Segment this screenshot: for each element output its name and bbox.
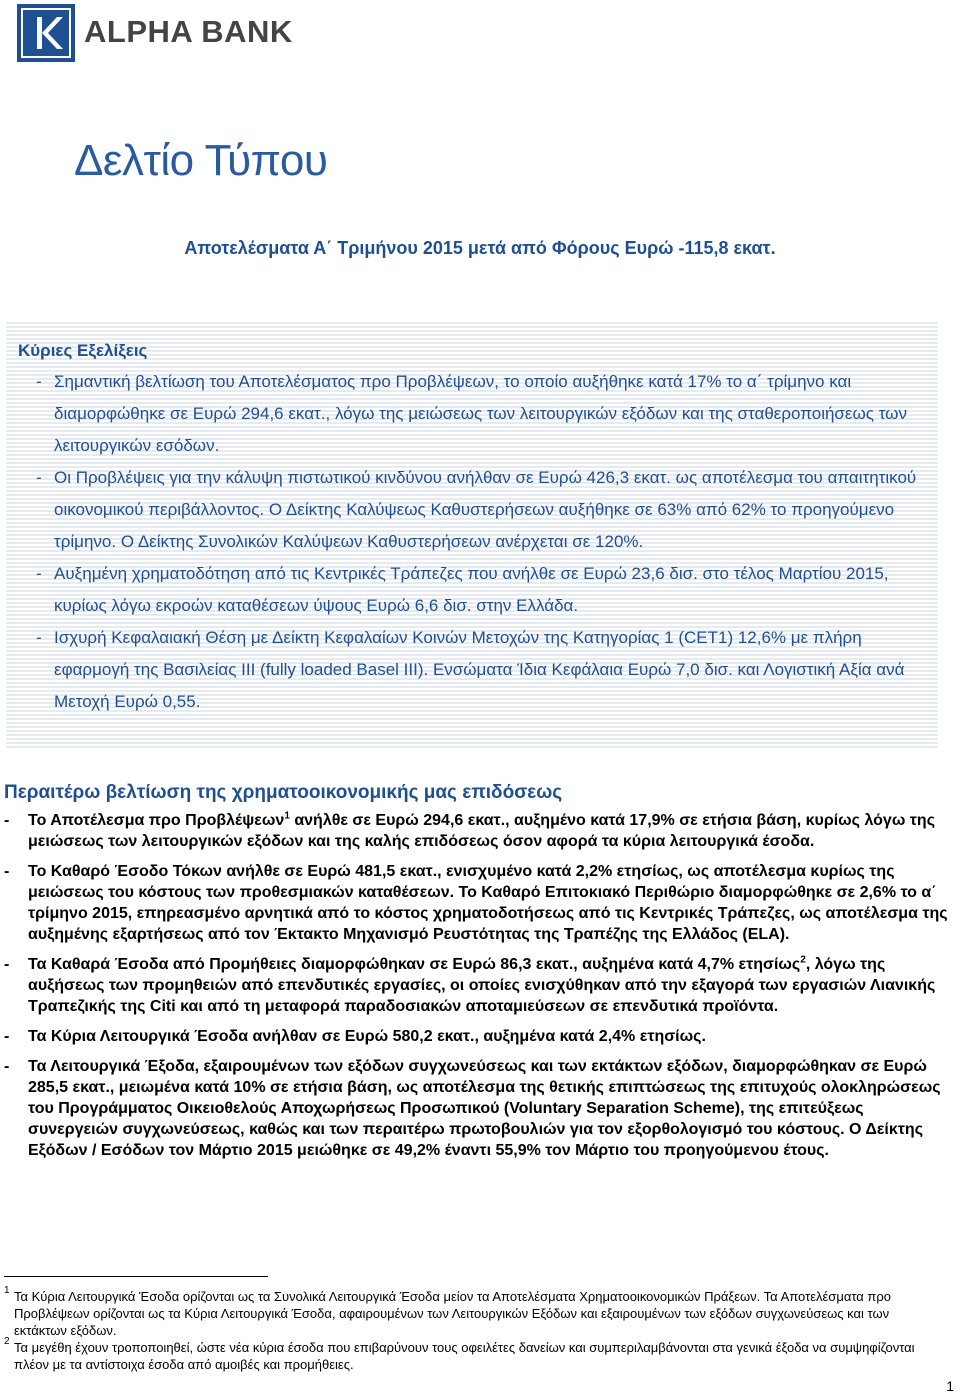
list-item: - Τα Κύρια Λειτουργικά Έσοδα ανήλθαν σε Ευρώ 580,2 εκατ., αυξημένα κατά 2,4% ετησίως. — [4, 1028, 706, 1045]
list-item: - Ισχυρή Κεφαλαιακή Θέση με Δείκτη Κεφαλαίων Κοινών Μετοχών της Κατηγορίας 1 (CET1) 12,6% με πλήρη εφαρμογή της Βασιλείας ΙΙΙ (fully loaded Basel III). Ενσώματα Ίδια Κεφάλαια Ευρώ 7,0 δισ. και Λογιστική Αξία ανά Μετοχή Ευρώ 0,55. — [36, 628, 905, 711]
document-subtitle: Αποτελέσματα Α΄ Τριμήνου 2015 μετά από Φόρους Ευρώ -115,8 εκατ. — [184, 238, 776, 258]
list-item: - Τα Λειτουργικά Έξοδα, εξαιρουμένων των εξόδων συγχωνεύσεως και των εκτάκτων εξόδων, διαμορφώθηκαν σε Ευρώ 285,5 εκατ., μειωμένα κατά 10% σε ετήσια βάση, ως αποτέλεσμα της θετικής επιπτώσεως της επιτυχούς ολοκληρώσεως του Προγράμματος Οικειοθελούς Αποχωρήσεως Προσωπικού (Voluntary Separation Scheme), της επιτεύξεως συνεργειών συγχωνεύσεως, καθώς και των περαιτέρω πρωτοβουλιών για τον εξορθολογισμό του κόστους. Ο Δείκτης Εξόδων / Εσόδων τον Μάρτιο 2015 μειώθηκε σε 49,2% έναντι 55,9% τον Μάρτιο του προηγούμενου έτους. — [4, 1058, 941, 1159]
highlights-heading: Κύριες Εξελίξεις — [18, 341, 148, 360]
bank-logo-mark — [17, 4, 75, 62]
list-item: - Το Καθαρό Έσοδο Τόκων ανήλθε σε Ευρώ 481,5 εκατ., ενισχυμένο κατά 2,2% ετησίως, ως αποτέλεσμα κυρίως της μειώσεως του κόστους των προθεσμιακών καταθέσεων. Το Καθαρό Επιτοκιακό Περιθώριο διαμορφώθηκε σε 2,6% το α΄ τρίμηνο 2015, επηρεασμένο αρνητικά από το κόστος χρηματοδοτήσεως από τις Κεντρικές Τράπεζες, ως αποτέλεσμα της αυξημένης εξαρτήσεως από τον Έκτακτο Μηχανισμό Ρευστότητας της Τραπέζης της Ελλάδος (ELA). — [4, 863, 948, 943]
list-item: - Το Αποτέλεσμα προ Προβλέψεων$^1$ ανήλθε σε Ευρώ 294,6 εκατ., αυξημένο κατά 17,9% σε ετήσια βάση, κυρίως λόγω της μειώσεως των λειτουργικών εξόδων και της καλής επιδόσεως όσον αφορά τα κύρια λειτουργικά έσοδα. — [4, 810, 936, 850]
list-item: - Οι Προβλέψεις για την κάλυψη πιστωτικού κινδύνου ανήλθαν σε Ευρώ 426,3 εκατ. ως αποτέλεσμα του απαιτητικού οικονομικού περιβάλλοντος. Ο Δείκτης Καλύψεως Καθυστερήσεων αυξήθηκε σε 63% από 62% το προηγούμενο τρίμηνο. Ο Δείκτης Συνολικών Καλύψεων Καθυστερήσεων ανέρχεται σε 120%. — [36, 468, 917, 551]
bank-name: ALPHA BANK — [84, 14, 293, 49]
footnote-divider — [4, 1276, 268, 1277]
page-number: 1 — [946, 1378, 954, 1394]
section-list — [4, 810, 956, 1170]
list-item: - Σημαντική βελτίωση του Αποτελέσματος προ Προβλέψεων, το οποίο αυξήθηκε κατά 17% το α΄ τρίμηνο και διαμορφώθηκε σε Ευρώ 294,6 εκατ., λόγω της μειώσεως των λειτουργικών εξόδων και της σταθεροποιήσεως των λειτουργικών εσόδων. — [36, 372, 907, 455]
document-title: Δελτίο Τύπου — [74, 136, 328, 185]
footnote-2: 2 Τα μεγέθη έχουν τροποποιηθεί, ώστε νέα κύρια έσοδα που επιβαρύνουν τους οφειλέτες δανείων και συμπεριλαμβάνονται στα γενικά έξοδα να συμψηφίζονται πλέον με τα αντίστοιχα έσοδα από αμοιβές και προμήθειες. — [4, 1336, 915, 1372]
alpha-logo-icon — [17, 4, 75, 62]
footnote-1: 1 Τα Κύρια Λειτουργικά Έσοδα ορίζονται ως τα Συνολικά Λειτουργικά Έσοδα μείον τα Αποτελέσματα Χρηματοοικονομικών Πράξεων. Τα Αποτελέσματα προ Προβλέψεων ορίζονται ως τα Κύρια Λειτουργικά Έσοδα, αφαιρουμένων των Λειτουργικών Εξόδων και εξαιρουμένων των εξόδων συγχωνεύσεως και των εκτάκτων εξόδων. — [4, 1285, 892, 1338]
section-heading: Περαιτέρω βελτίωση της χρηματοοικονομικής μας επιδόσεως — [4, 782, 563, 803]
list-item: - Τα Καθαρά Έσοδα από Προμήθειες διαμορφώθηκαν σε Ευρώ 86,3 εκατ., αυξημένα κατά 4,7% ετησίως$^2$, λόγω της αυξήσεως των προμηθειών από επενδυτικές εργασίες, οι οποίες ενισχύθηκαν από την εξαγορά των εργασιών Λιανικής Τραπεζικής της Citi και από τη μεταφορά παραδοσιακών αποταμιεύσεων σε επενδυτικά προϊόντα. — [4, 954, 936, 1015]
footnotes — [4, 1285, 934, 1373]
highlights-list — [36, 366, 931, 718]
list-item: - Αυξημένη χρηματοδότηση από τις Κεντρικές Τράπεζες που ανήλθε σε Ευρώ 23,6 δισ. στο τέλος Μαρτίου 2015, κυρίως λόγω εκροών καταθέσεων ύψους Ευρώ 6,6 δισ. στην Ελλάδα. — [36, 564, 889, 615]
